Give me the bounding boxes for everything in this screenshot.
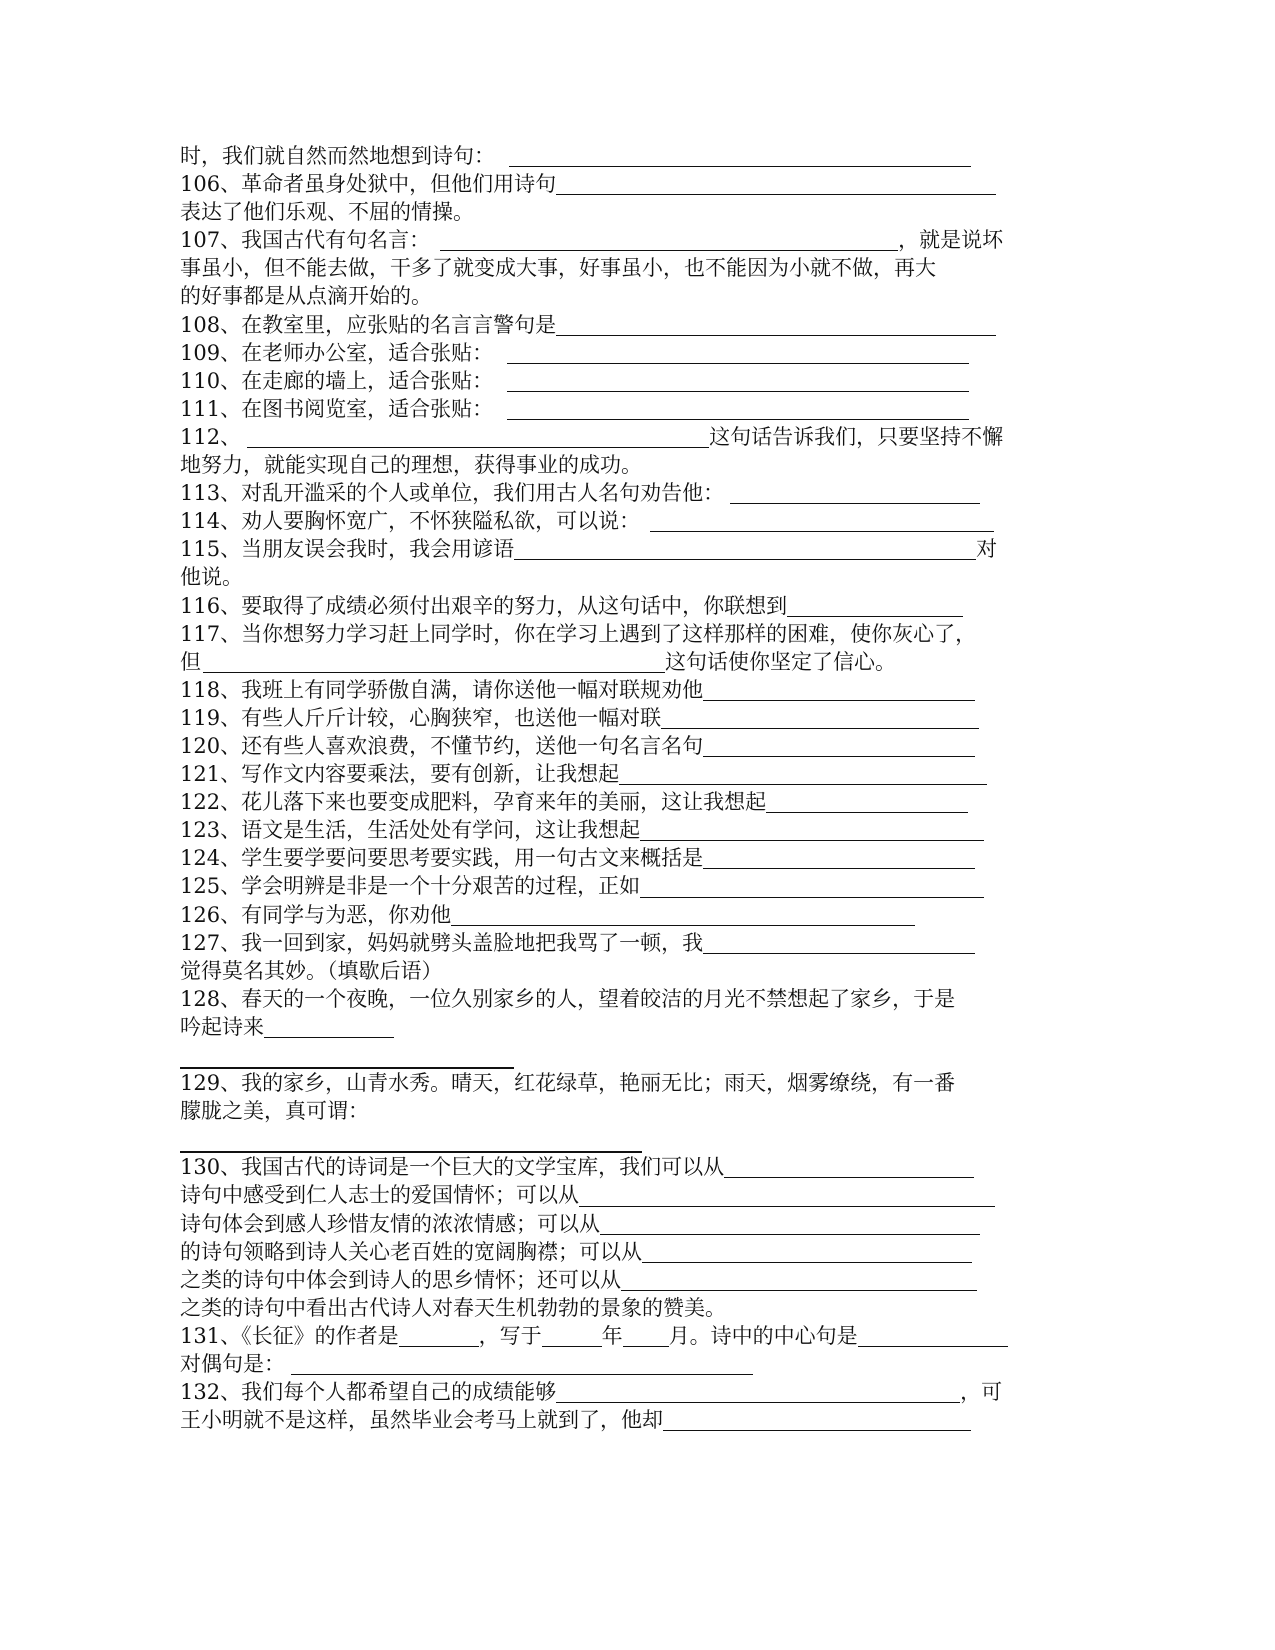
line-14	[180, 507, 1250, 535]
text: 对偶句是：	[180, 1352, 285, 1377]
answer-blank[interactable]	[507, 341, 969, 364]
answer-blank[interactable]	[509, 144, 971, 167]
line-9	[180, 367, 1250, 395]
answer-blank[interactable]	[858, 1324, 1008, 1347]
answer-blank[interactable]	[703, 931, 975, 954]
text: 之类的诗句中体会到诗人的思乡情怀；还可以从	[180, 1267, 621, 1292]
text: ，写于	[478, 1323, 542, 1348]
answer-blank[interactable]	[640, 875, 984, 898]
line-46	[180, 1406, 1250, 1434]
line-6	[180, 282, 1250, 310]
line-45	[180, 1378, 1250, 1406]
text: 122、花儿落下来也要变成肥料，孕育来年的美丽，这让我想起	[180, 790, 767, 815]
line-42	[180, 1294, 1250, 1322]
text: 118、我班上有同学骄傲自满，请你送他一幅对联规劝他	[180, 677, 704, 702]
answer-blank[interactable]	[703, 734, 975, 757]
line-26	[180, 844, 1250, 872]
answer-blank[interactable]	[703, 846, 975, 869]
line-4	[180, 226, 1250, 254]
text: 110、在走廊的墙上，适合张贴：	[180, 368, 494, 393]
line-7	[180, 311, 1250, 339]
answer-blank[interactable]	[663, 1408, 971, 1431]
line-39	[180, 1210, 1250, 1238]
text: 的诗句领略到诗人关心老百姓的宽阔胸襟；可以从	[180, 1239, 642, 1264]
line-34	[180, 1069, 1250, 1097]
line-24	[180, 788, 1250, 816]
text: 对	[976, 537, 998, 562]
text: 年	[601, 1323, 623, 1348]
answer-blank[interactable]	[650, 509, 994, 532]
text: 106、革命者虽身处狱中，但他们用诗句	[180, 172, 557, 197]
answer-blank[interactable]	[507, 397, 969, 420]
line-11	[180, 423, 1250, 451]
text: 107、我国古代有句名言：	[180, 228, 431, 253]
text: 吟起诗来	[180, 1014, 264, 1039]
text: 诗句体会到感人珍惜友情的浓浓情感；可以从	[180, 1211, 600, 1236]
line-40	[180, 1238, 1250, 1266]
answer-blank[interactable]	[621, 1268, 977, 1291]
line-20	[180, 676, 1250, 704]
line-32	[180, 1013, 1250, 1041]
line-21	[180, 704, 1250, 732]
text: 125、学会明辨是非是一个十分艰苦的过程，正如	[180, 874, 641, 899]
line-35	[180, 1097, 1250, 1125]
line-36	[180, 1125, 1250, 1153]
line-16	[180, 563, 1250, 591]
text: ，就是说坏	[898, 228, 1004, 253]
text: 128、春天的一个夜晚，一位久别家乡的人，望着皎洁的月光不禁想起了家乡，于是	[180, 986, 956, 1011]
answer-blank[interactable]	[730, 481, 980, 504]
text: 的好事都是从点滴开始的。	[180, 284, 432, 309]
text: 113、对乱开滥采的个人或单位，我们用古人名句劝告他：	[180, 481, 725, 506]
answer-blank[interactable]	[703, 678, 975, 701]
text: 117、当你想努力学习赶上同学时，你在学习上遇到了这样那样的困难，使你灰心了，	[180, 621, 977, 646]
line-44	[180, 1350, 1250, 1378]
answer-blank[interactable]	[556, 1380, 960, 1403]
text: 但	[180, 649, 201, 674]
line-31	[180, 985, 1250, 1013]
line-13	[180, 479, 1250, 507]
line-23	[180, 760, 1250, 788]
text: 123、语文是生活，生活处处有学问，这让我想起	[180, 818, 641, 843]
text: 王小明就不是这样，虽然毕业会考马上就到了，他却	[180, 1408, 663, 1433]
text: 115、当朋友误会我时，我会用谚语	[180, 537, 515, 562]
answer-blank[interactable]	[619, 762, 987, 785]
text: 126、有同学与为恶，你劝他	[180, 902, 452, 927]
line-28	[180, 901, 1250, 929]
text: 124、学生要学要问要思考要实践，用一句古文来概括是	[180, 846, 704, 871]
answer-blank[interactable]	[724, 1155, 974, 1178]
line-12	[180, 451, 1250, 479]
line-18	[180, 620, 1250, 648]
answer-blank[interactable]	[203, 650, 665, 673]
line-10	[180, 395, 1250, 423]
answer-blank[interactable]	[507, 369, 969, 392]
line-1	[180, 142, 1250, 170]
text: 132、我们每个人都希望自己的成绩能够	[180, 1380, 557, 1405]
text: 时，我们就自然而然地想到诗句：	[180, 144, 495, 168]
line-43	[180, 1322, 1250, 1350]
answer-blank[interactable]	[766, 790, 968, 813]
answer-blank[interactable]	[556, 313, 996, 336]
text: ，可	[960, 1380, 1003, 1405]
answer-blank[interactable]	[623, 1324, 669, 1347]
line-22	[180, 732, 1250, 760]
answer-blank[interactable]	[291, 1352, 753, 1375]
text: 诗句中感受到仁人志士的爱国情怀；可以从	[180, 1183, 579, 1208]
answer-blank[interactable]	[787, 594, 963, 617]
text: 114、劝人要胸怀宽广，不怀狭隘私欲，可以说：	[180, 509, 641, 534]
text: 121、写作文内容要乘法，要有创新，让我想起	[180, 762, 620, 787]
text: 觉得莫名其妙。（填歇后语）	[180, 958, 443, 983]
text: 地努力，就能实现自己的理想，获得事业的成功。	[180, 453, 642, 478]
answer-blank[interactable]	[640, 818, 984, 841]
answer-blank[interactable]	[440, 228, 898, 251]
answer-blank[interactable]	[264, 1015, 394, 1038]
answer-blank[interactable]	[556, 172, 996, 195]
text: 116、要取得了成绩必须付出艰辛的努力，从这句话中，你联想到	[180, 593, 788, 618]
worksheet-page	[180, 142, 1250, 1434]
text: 129、我的家乡，山青水秀。晴天，红花绿草，艳丽无比；雨天，烟雾缭绕，有一番	[180, 1071, 956, 1096]
line-37	[180, 1153, 1250, 1181]
answer-blank[interactable]	[180, 1127, 642, 1153]
text: 120、还有些人喜欢浪费，不懂节约，送他一句名言名句	[180, 733, 704, 758]
line-19	[180, 648, 1250, 676]
text: 表达了他们乐观、不屈的情操。	[180, 200, 474, 225]
line-38	[180, 1181, 1250, 1209]
answer-blank[interactable]	[180, 1043, 514, 1069]
text: 之类的诗句中看出古代诗人对春天生机勃勃的景象的赞美。	[180, 1295, 726, 1320]
line-27	[180, 872, 1250, 900]
text: 这句话使你坚定了信心。	[665, 649, 896, 674]
line-29	[180, 929, 1250, 957]
text: 朦胧之美，真可谓：	[180, 1099, 369, 1124]
line-15	[180, 535, 1250, 563]
text: 事虽小，但不能去做，干多了就变成大事，好事虽小，也不能因为小就不做，再大	[180, 256, 936, 281]
line-3	[180, 198, 1250, 226]
line-25	[180, 816, 1250, 844]
text: 127、我一回到家，妈妈就劈头盖脸地把我骂了一顿，我	[180, 930, 704, 955]
text: 131、《长征》的作者是	[180, 1323, 399, 1348]
text: 119、有些人斤斤计较，心胸狭窄，也送他一幅对联	[180, 705, 662, 730]
answer-blank[interactable]	[542, 1324, 602, 1347]
text: 130、我国古代的诗词是一个巨大的文学宝库，我们可以从	[180, 1155, 725, 1180]
answer-blank[interactable]	[579, 1184, 995, 1207]
text: 月。诗中的中心句是	[668, 1323, 858, 1348]
text: 108、在教室里，应张贴的名言言警句是	[180, 312, 557, 337]
line-41	[180, 1266, 1250, 1294]
answer-blank[interactable]	[514, 537, 976, 560]
text: 111、在图书阅览室，适合张贴：	[180, 396, 494, 421]
line-30	[180, 957, 1250, 985]
text: 他说。	[180, 565, 243, 590]
line-5	[180, 254, 1250, 282]
answer-blank[interactable]	[399, 1324, 479, 1347]
answer-blank[interactable]	[600, 1212, 980, 1235]
line-17	[180, 592, 1250, 620]
text: 109、在老师办公室，适合张贴：	[180, 340, 494, 365]
line-33	[180, 1041, 1250, 1069]
answer-blank[interactable]	[661, 706, 979, 729]
line-8	[180, 339, 1250, 367]
answer-blank[interactable]	[247, 425, 709, 448]
line-2	[180, 170, 1250, 198]
text: 112、	[180, 424, 242, 449]
text: 这句话告诉我们，只要坚持不懈	[709, 424, 1004, 449]
answer-blank[interactable]	[451, 903, 915, 926]
answer-blank[interactable]	[642, 1240, 972, 1263]
